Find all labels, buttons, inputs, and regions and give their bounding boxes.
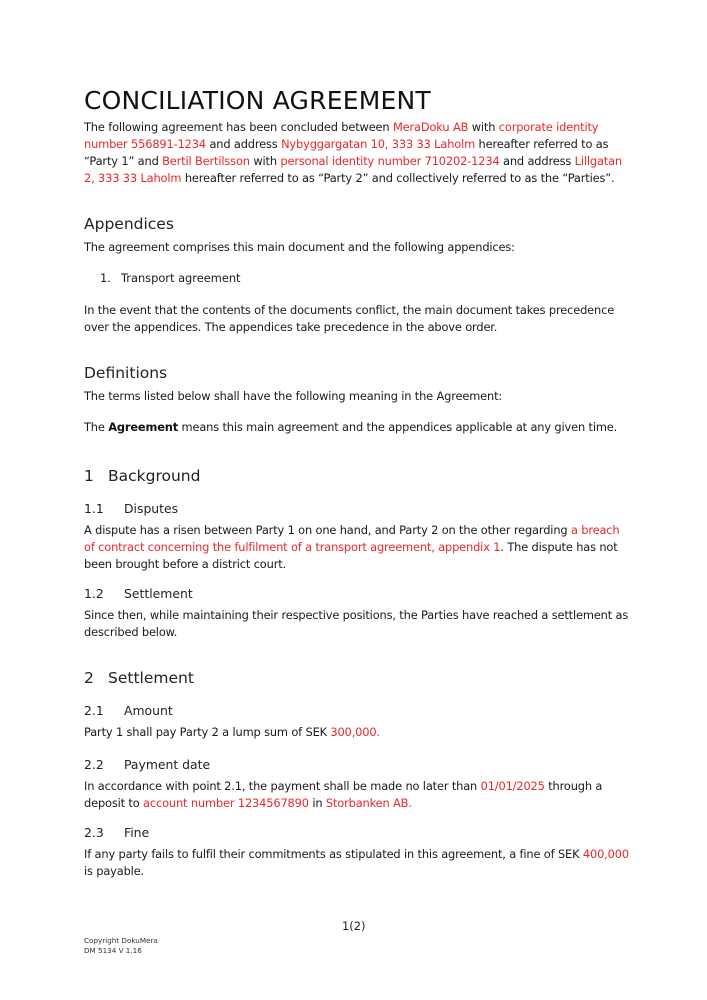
intro-text: and address bbox=[205, 137, 282, 151]
intro-text: with bbox=[468, 120, 499, 134]
footer bbox=[84, 936, 158, 956]
subsection-2-3-heading bbox=[84, 825, 149, 840]
appendix-list-item bbox=[100, 271, 241, 285]
payment-date-paragraph bbox=[84, 778, 629, 812]
footer-copyright: Copyright DokuMera bbox=[84, 936, 158, 945]
dispute-subject: a breach of contract concerning the fulfilment of a transport agreement, appendix 1 bbox=[84, 523, 620, 554]
section-2-heading bbox=[84, 669, 194, 687]
party2-id: personal identity number 710202-1234 bbox=[280, 154, 500, 168]
party2-address: Lillgatan 2, 333 33 Laholm bbox=[84, 154, 622, 185]
intro-text: and address bbox=[499, 154, 575, 168]
paragraph-text: through a deposit to bbox=[84, 779, 603, 810]
appendices-heading: Appendices bbox=[84, 215, 174, 233]
paragraph-text: is payable. bbox=[84, 864, 145, 878]
party2-name: Bertil Bertilsson bbox=[162, 154, 250, 168]
definition-text: The bbox=[84, 420, 109, 434]
subsection-title: Amount bbox=[124, 703, 173, 718]
section-number: 1 bbox=[84, 467, 94, 485]
party1-address: Nybyggargatan 10, 333 33 Laholm bbox=[281, 137, 476, 151]
subsection-2-2-heading bbox=[84, 757, 210, 772]
subsection-2-1-heading bbox=[84, 703, 173, 718]
section-number: 2 bbox=[84, 669, 94, 687]
account-number: account number 1234567890 bbox=[143, 796, 309, 810]
footer-version: DM 5134 V 1.16 bbox=[84, 946, 142, 955]
paragraph-text: A dispute has a risen between Party 1 on one hand, and Party 2 on the other regarding bbox=[84, 523, 571, 537]
subsection-title: Fine bbox=[124, 825, 150, 840]
subsection-title: Payment date bbox=[124, 757, 211, 772]
paragraph-text: in bbox=[308, 796, 326, 810]
document-title: CONCILIATION AGREEMENT bbox=[84, 86, 431, 115]
subsection-number: 2.2 bbox=[84, 757, 104, 772]
intro-text: The following agreement has been concluded between bbox=[84, 120, 393, 134]
subsection-number: 2.3 bbox=[84, 825, 104, 840]
subsection-title: Disputes bbox=[124, 501, 179, 516]
amount-paragraph bbox=[84, 724, 629, 741]
section-title: Settlement bbox=[108, 669, 194, 687]
subsection-number: 1.1 bbox=[84, 501, 104, 516]
subsection-title: Settlement bbox=[124, 586, 193, 601]
fine-paragraph bbox=[84, 846, 629, 880]
intro-text: hereafter referred to as “Party 2” and collectively referred to as the “Parties”. bbox=[181, 171, 615, 185]
paragraph-text: If any party fails to fulfil their commitments as stipulated in this agreement, a fine of SEK bbox=[84, 847, 583, 861]
precedence-paragraph: In the event that the contents of the documents conflict, the main document takes precedence over the appendices. The appendices take precedence in the above order. bbox=[84, 303, 615, 334]
list-label: Transport agreement bbox=[121, 271, 241, 285]
appendices-intro: The agreement comprises this main document and the following appendices: bbox=[84, 240, 515, 254]
intro-text: with bbox=[249, 154, 281, 168]
settlement-paragraph: Since then, while maintaining their respective positions, the Parties have reached a settlement as described below. bbox=[84, 608, 629, 639]
page-number: 1(2) bbox=[342, 919, 366, 933]
fine-amount: 400,000 bbox=[582, 847, 629, 861]
intro-paragraph bbox=[84, 119, 629, 187]
party1-id: corporate identity number 556891-1234 bbox=[84, 120, 599, 151]
definition-term: Agreement bbox=[108, 420, 179, 434]
definitions-heading: Definitions bbox=[84, 364, 168, 382]
subsection-1-1-heading bbox=[84, 501, 178, 516]
paragraph-text: Party 1 shall pay Party 2 a lump sum of SEK bbox=[84, 725, 331, 739]
subsection-number: 1.2 bbox=[84, 586, 104, 601]
disputes-paragraph bbox=[84, 522, 629, 573]
paragraph-text: In accordance with point 2.1, the payment shall be made no later than bbox=[84, 779, 481, 793]
definition-text: means this main agreement and the appendices applicable at any given time. bbox=[178, 420, 618, 434]
party1-name: MeraDoku AB bbox=[392, 120, 469, 134]
subsection-number: 2.1 bbox=[84, 703, 104, 718]
section-title: Background bbox=[108, 467, 201, 485]
list-number: 1. bbox=[100, 271, 111, 285]
amount-value: 300,000. bbox=[330, 725, 380, 739]
section-1-heading bbox=[84, 467, 200, 485]
definitions-intro: The terms listed below shall have the following meaning in the Agreement: bbox=[84, 389, 503, 403]
definition-agreement bbox=[84, 419, 629, 436]
paragraph-text: . The dispute has not been brought before a district court. bbox=[84, 540, 618, 571]
intro-text: hereafter referred to as “Party 1” and bbox=[84, 137, 609, 168]
payment-date-value: 01/01/2025 bbox=[480, 779, 545, 793]
bank-name: Storbanken AB. bbox=[325, 796, 412, 810]
subsection-1-2-heading bbox=[84, 586, 193, 601]
